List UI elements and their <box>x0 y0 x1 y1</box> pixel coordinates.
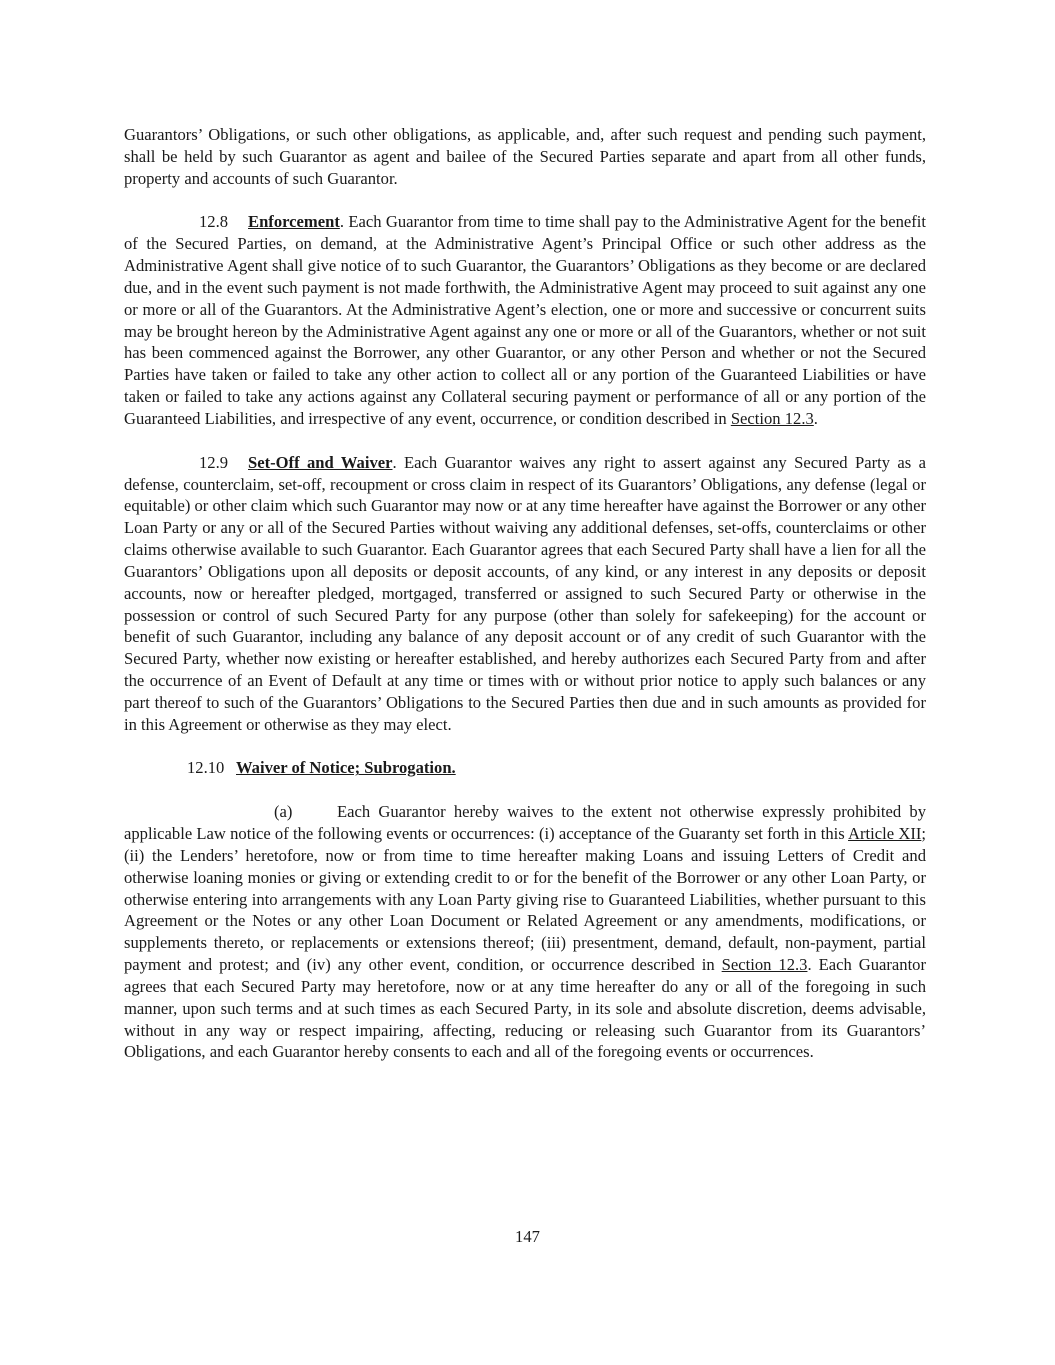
section-number: 12.8 <box>199 212 229 232</box>
page-number: 147 <box>515 1227 540 1246</box>
section-12-10-a-paragraph <box>124 801 926 1063</box>
section-12-9-paragraph <box>124 452 926 736</box>
section-body: Each Guarantor waives any right to assert against any Secured Party as a defense, counterclaim, set-off, recoupment or cross claim in respect of its Guarantors’ Obligations, any defense (legal or equitable) or other claim which such Guarantor may now or at any time hereafter have against the Borrower or any other Loan Party or any or all of the Secured Parties without waiving any additional defenses, set-offs, counterclaims or other claims otherwise available to such Guarantor. Each Guarantor agrees that each Secured Party shall have a lien for all the Guarantors’ Obligations upon all deposits or deposit accounts, of any kind, or any interest in any deposits or deposit accounts, now or hereafter pledged, mortgaged, transferred or assigned to such Secured Party or otherwise in the possession or control of such Secured Party for any purpose (other than solely for safekeeping) for the account or benefit of such Guarantor, including any balance of any deposit account or of any credit of such Guarantor with the Secured Party, whether now existing or hereafter established, and hereby authorizes each Secured Party from and after the occurrence of an Event of Default at any time or times with or without prior notice to apply such balances or any part thereof to such of the Guarantors’ Obligations to the Secured Parties then due and in such amounts as provided for in this Agreement or otherwise as they may elect. <box>124 452 927 734</box>
subsection-text: Each Guarantor hereby waives to the extent not otherwise expressly prohibited by applicable Law notice of the following events or occurrences: (i) acceptance of the Guaranty set forth in this <box>124 802 926 843</box>
sentence-end: . <box>813 408 818 428</box>
section-body: Each Guarantor from time to time shall pay to the Administrative Agent for the benefit of the Secured Parties, on demand, at the Administrative Agent’s Principal Office or such other address as the Administrative Agent shall give notice of to such Guarantor, the Guarantors’ Obligations as they become or are declared due, and in the event such payment is not made forthwith, the Administrative Agent may proceed to suit against any one or more or all of the Guarantors. At the Administrative Agent’s election, one or more and successive or concurrent suits may be brought hereon by the Administrative Agent against any one or more or all of the Guarantors, whether or not suit has been commenced against the Borrower, any other Guarantor, or any other Person and whether or not the Secured Parties have taken or failed to take any other action to collect all or any portion of the Guaranteed Liabilities or have taken or failed to take any actions against any Collateral securing payment or performance of all or any portion of the Guaranteed Liabilities, and irrespective of any event, occurrence, or condition described in <box>124 212 926 428</box>
continuation-paragraph: Guarantors’ Obligations, or such other obligations, as applicable, and, after such request and pending such payment, shall be held by such Guarantor as agent and bailee of the Secured Parties separate and apart from all other funds, property and accounts of such Guarantor. <box>124 125 926 188</box>
section-number: 12.10 <box>187 758 225 778</box>
section-heading-waiver-of-notice: Waiver of Notice; Subrogation. <box>236 758 456 778</box>
document-page <box>124 124 926 1085</box>
subsection-label: (a) <box>274 802 293 822</box>
heading-period: . <box>339 212 345 232</box>
subsection-text: . Each Guarantor agrees that each Secured Party may heretofore, now or at any time hereafter do any or all of the foregoing in such manner, upon such terms and at such times as each Secured Party, in its sole and absolute discretion, deems advisable, without in any way or respect impairing, affecting, reducing or releasing such Guarantor from its Guarantors’ Obligations, and each Guarantor hereby consents to each and all of the foregoing events or occurrences. <box>124 955 927 1062</box>
section-12-8-paragraph <box>124 211 926 429</box>
subsection-text: ; (ii) the Lenders’ heretofore, now or from time to time hereafter making Loans and issuing Letters of Credit and otherwise loaning monies or giving or extending credit to or for the benefit of the Borrower or any other Loan Party, or otherwise entering into arrangements with any Loan Party giving rise to Guaranteed Liabilities, whether pursuant to this Agreement or the Notes or any other Loan Document or Related Agreement or any amendments, modifications, or supplements thereto, or replacements or extensions thereof; (iii) presentment, demand, default, non-payment, partial payment and protest; and (iv) any other event, condition, or occurrence described in <box>124 824 926 975</box>
cross-reference-section-12-3: Section 12.3 <box>730 408 814 428</box>
section-heading-set-off-and-waiver: Set-Off and Waiver <box>248 452 393 472</box>
cross-reference-article-xii: Article XII <box>848 824 922 843</box>
section-number: 12.9 <box>199 452 229 472</box>
cross-reference-section-12-3: Section 12.3 <box>721 955 808 975</box>
heading-period: . <box>392 452 397 472</box>
section-heading-enforcement: Enforcement <box>248 212 340 232</box>
section-12-10-heading-line <box>124 757 926 779</box>
